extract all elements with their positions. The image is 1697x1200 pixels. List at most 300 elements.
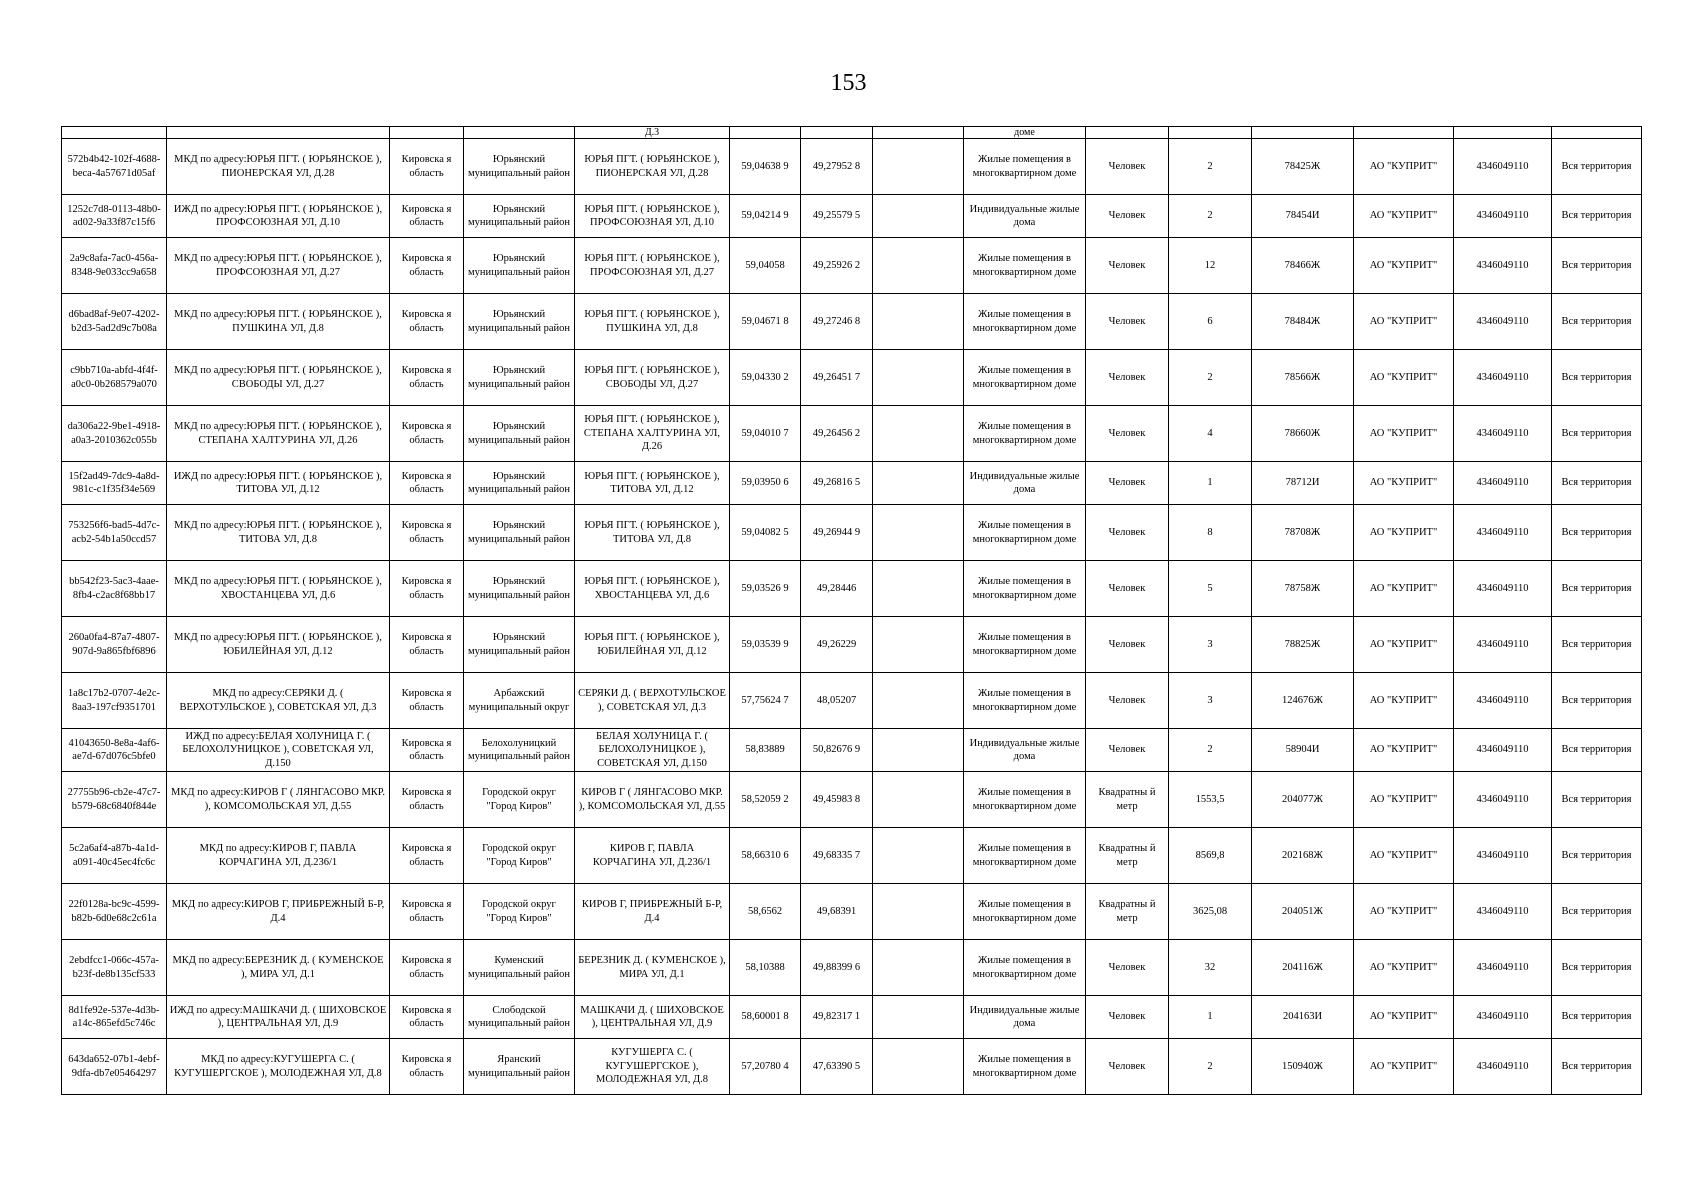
cell-object: ИЖД по адресу:БЕЛАЯ ХОЛУНИЦА Г. ( БЕЛОХОЛУНИЦКОЕ ), СОВЕТСКАЯ УЛ, Д.150 xyxy=(167,729,390,772)
table-row xyxy=(62,195,1642,238)
cell-district: Юрьянский муниципальный район xyxy=(464,406,575,462)
cell-qty: 1 xyxy=(1169,996,1252,1039)
cell-unit: Человек xyxy=(1086,617,1169,673)
cell-code: 78454И xyxy=(1252,195,1354,238)
cell-unit: Человек xyxy=(1086,462,1169,505)
cell-inn: 4346049110 xyxy=(1454,617,1552,673)
cell-unit: Человек xyxy=(1086,505,1169,561)
cell-category: Индивидуальные жилые дома xyxy=(964,195,1086,238)
cell-territory: Вся территория xyxy=(1552,673,1642,729)
cell-qty: 2 xyxy=(1169,139,1252,195)
cell-address: ЮРЬЯ ПГТ. ( ЮРЬЯНСКОЕ ), ХВОСТАНЦЕВА УЛ, Д.6 xyxy=(575,561,730,617)
cell-district: Яранский муниципальный район xyxy=(464,1039,575,1095)
cell-lat: 59,04214 9 xyxy=(730,195,801,238)
cell-code: 78566Ж xyxy=(1252,350,1354,406)
cell-org: АО "КУПРИТ" xyxy=(1354,561,1454,617)
cell-region: Кировска я область xyxy=(390,884,464,940)
cell-uid: 2ebdfcc1-066c-457a-b23f-de8b135cf533 xyxy=(62,940,167,996)
cell-qty: 3 xyxy=(1169,673,1252,729)
cell-qty: 1 xyxy=(1169,462,1252,505)
cell-org: АО "КУПРИТ" xyxy=(1354,772,1454,828)
cell-category: Жилые помещения в многоквартирном доме xyxy=(964,505,1086,561)
cell-empty xyxy=(873,828,964,884)
cell-unit xyxy=(1086,127,1169,139)
cell-category: Жилые помещения в многоквартирном доме xyxy=(964,884,1086,940)
cell-code: 78708Ж xyxy=(1252,505,1354,561)
cell-uid: 22f0128a-bc9c-4599-b82b-6d0e68c2c61a xyxy=(62,884,167,940)
cell-region: Кировска я область xyxy=(390,940,464,996)
cell-empty xyxy=(873,462,964,505)
cell-org: АО "КУПРИТ" xyxy=(1354,673,1454,729)
cell-lon xyxy=(801,127,873,139)
cell-district: Юрьянский муниципальный район xyxy=(464,561,575,617)
cell-qty: 5 xyxy=(1169,561,1252,617)
cell-object: МКД по адресу:ЮРЬЯ ПГТ. ( ЮРЬЯНСКОЕ ), ПУШКИНА УЛ, Д.8 xyxy=(167,294,390,350)
cell-category: Жилые помещения в многоквартирном доме xyxy=(964,1039,1086,1095)
cell-org: АО "КУПРИТ" xyxy=(1354,729,1454,772)
cell-unit: Человек xyxy=(1086,729,1169,772)
cell-lat: 57,20780 4 xyxy=(730,1039,801,1095)
cell-code: 78825Ж xyxy=(1252,617,1354,673)
cell-empty xyxy=(873,238,964,294)
cell-region: Кировска я область xyxy=(390,828,464,884)
cell-lon: 49,28446 xyxy=(801,561,873,617)
cell-org: АО "КУПРИТ" xyxy=(1354,195,1454,238)
cell-org xyxy=(1354,127,1454,139)
table-row xyxy=(62,139,1642,195)
cell-empty xyxy=(873,350,964,406)
cell-code: 58904И xyxy=(1252,729,1354,772)
cell-org: АО "КУПРИТ" xyxy=(1354,350,1454,406)
cell-address: Д.3 xyxy=(575,127,730,139)
cell-unit: Человек xyxy=(1086,294,1169,350)
cell-qty: 6 xyxy=(1169,294,1252,350)
table-row xyxy=(62,350,1642,406)
cell-lon: 49,26944 9 xyxy=(801,505,873,561)
registry-table xyxy=(61,126,1642,1095)
cell-inn: 4346049110 xyxy=(1454,505,1552,561)
cell-object: МКД по адресу:КУГУШЕРГА С. ( КУГУШЕРГСКОЕ ), МОЛОДЕЖНАЯ УЛ, Д.8 xyxy=(167,1039,390,1095)
cell-lat: 59,03950 6 xyxy=(730,462,801,505)
cell-object xyxy=(167,127,390,139)
cell-district: Юрьянский муниципальный район xyxy=(464,294,575,350)
cell-category: Жилые помещения в многоквартирном доме xyxy=(964,940,1086,996)
cell-district: Городской округ "Город Киров" xyxy=(464,828,575,884)
cell-territory: Вся территория xyxy=(1552,617,1642,673)
cell-uid: 15f2ad49-7dc9-4a8d-981c-c1f35f34e569 xyxy=(62,462,167,505)
cell-org: АО "КУПРИТ" xyxy=(1354,139,1454,195)
cell-lon: 49,68391 xyxy=(801,884,873,940)
cell-category: Жилые помещения в многоквартирном доме xyxy=(964,617,1086,673)
cell-inn xyxy=(1454,127,1552,139)
cell-empty xyxy=(873,406,964,462)
cell-inn: 4346049110 xyxy=(1454,294,1552,350)
cell-territory: Вся территория xyxy=(1552,462,1642,505)
cell-inn: 4346049110 xyxy=(1454,828,1552,884)
cell-lon: 49,25926 2 xyxy=(801,238,873,294)
cell-category: Жилые помещения в многоквартирном доме xyxy=(964,772,1086,828)
cell-territory: Вся территория xyxy=(1552,561,1642,617)
cell-inn: 4346049110 xyxy=(1454,996,1552,1039)
cell-inn: 4346049110 xyxy=(1454,139,1552,195)
cell-territory: Вся территория xyxy=(1552,238,1642,294)
cell-code: 78712И xyxy=(1252,462,1354,505)
cell-uid: bb542f23-5ac3-4aae-8fb4-c2ac8f68bb17 xyxy=(62,561,167,617)
cell-category: Индивидуальные жилые дома xyxy=(964,996,1086,1039)
cell-org: АО "КУПРИТ" xyxy=(1354,462,1454,505)
cell-territory: Вся территория xyxy=(1552,195,1642,238)
cell-territory: Вся территория xyxy=(1552,139,1642,195)
cell-code: 124676Ж xyxy=(1252,673,1354,729)
cell-lon: 49,26451 7 xyxy=(801,350,873,406)
cell-lon: 49,26456 2 xyxy=(801,406,873,462)
continuation-row xyxy=(62,127,1642,139)
cell-district: Юрьянский муниципальный район xyxy=(464,505,575,561)
cell-district: Юрьянский муниципальный район xyxy=(464,195,575,238)
cell-unit: Человек xyxy=(1086,1039,1169,1095)
cell-code: 204051Ж xyxy=(1252,884,1354,940)
cell-district: Юрьянский муниципальный район xyxy=(464,617,575,673)
cell-qty: 12 xyxy=(1169,238,1252,294)
cell-address: ЮРЬЯ ПГТ. ( ЮРЬЯНСКОЕ ), СВОБОДЫ УЛ, Д.27 xyxy=(575,350,730,406)
cell-region: Кировска я область xyxy=(390,350,464,406)
cell-address: ЮРЬЯ ПГТ. ( ЮРЬЯНСКОЕ ), ЮБИЛЕЙНАЯ УЛ, Д.12 xyxy=(575,617,730,673)
cell-uid xyxy=(62,127,167,139)
cell-lon: 49,27952 8 xyxy=(801,139,873,195)
cell-uid: 41043650-8e8a-4af6-ae7d-67d076c5bfe0 xyxy=(62,729,167,772)
cell-inn: 4346049110 xyxy=(1454,772,1552,828)
cell-code: 150940Ж xyxy=(1252,1039,1354,1095)
cell-address: КИРОВ Г ( ЛЯНГАСОВО МКР. ), КОМСОМОЛЬСКАЯ УЛ, Д.55 xyxy=(575,772,730,828)
cell-category: Жилые помещения в многоквартирном доме xyxy=(964,828,1086,884)
table-row xyxy=(62,617,1642,673)
cell-empty xyxy=(873,139,964,195)
cell-lat: 59,04082 5 xyxy=(730,505,801,561)
cell-address: МАШКАЧИ Д. ( ШИХОВСКОЕ ), ЦЕНТРАЛЬНАЯ УЛ, Д.9 xyxy=(575,996,730,1039)
cell-district: Слободской муниципальный район xyxy=(464,996,575,1039)
cell-region: Кировска я область xyxy=(390,462,464,505)
cell-uid: da306a22-9be1-4918-a0a3-2010362c055b xyxy=(62,406,167,462)
cell-org: АО "КУПРИТ" xyxy=(1354,1039,1454,1095)
cell-category: Жилые помещения в многоквартирном доме xyxy=(964,673,1086,729)
cell-territory: Вся территория xyxy=(1552,505,1642,561)
cell-inn: 4346049110 xyxy=(1454,884,1552,940)
table-row xyxy=(62,884,1642,940)
cell-address: ЮРЬЯ ПГТ. ( ЮРЬЯНСКОЕ ), ТИТОВА УЛ, Д.12 xyxy=(575,462,730,505)
cell-inn: 4346049110 xyxy=(1454,350,1552,406)
cell-lat: 58,83889 xyxy=(730,729,801,772)
cell-uid: 260a0fa4-87a7-4807-907d-9a865fbf6896 xyxy=(62,617,167,673)
cell-uid: 5c2a6af4-a87b-4a1d-a091-40c45ec4fc6c xyxy=(62,828,167,884)
table-row xyxy=(62,729,1642,772)
cell-region: Кировска я область xyxy=(390,772,464,828)
cell-object: МКД по адресу:ЮРЬЯ ПГТ. ( ЮРЬЯНСКОЕ ), ПРОФСОЮЗНАЯ УЛ, Д.27 xyxy=(167,238,390,294)
cell-lon: 49,68335 7 xyxy=(801,828,873,884)
cell-category: Индивидуальные жилые дома xyxy=(964,462,1086,505)
cell-district: Городской округ "Город Киров" xyxy=(464,884,575,940)
table-row xyxy=(62,1039,1642,1095)
cell-district: Арбажский муниципальный округ xyxy=(464,673,575,729)
cell-lat: 58,52059 2 xyxy=(730,772,801,828)
cell-territory: Вся территория xyxy=(1552,294,1642,350)
table-row xyxy=(62,561,1642,617)
cell-region: Кировска я область xyxy=(390,294,464,350)
cell-district: Юрьянский муниципальный район xyxy=(464,238,575,294)
cell-lat: 59,04671 8 xyxy=(730,294,801,350)
cell-category: Жилые помещения в многоквартирном доме xyxy=(964,139,1086,195)
cell-object: МКД по адресу:СЕРЯКИ Д. ( ВЕРХОТУЛЬСКОЕ ), СОВЕТСКАЯ УЛ, Д.3 xyxy=(167,673,390,729)
cell-unit: Человек xyxy=(1086,561,1169,617)
cell-region: Кировска я область xyxy=(390,1039,464,1095)
cell-qty: 2 xyxy=(1169,1039,1252,1095)
cell-lat: 59,04058 xyxy=(730,238,801,294)
cell-qty: 2 xyxy=(1169,350,1252,406)
table-row xyxy=(62,462,1642,505)
cell-lat: 58,6562 xyxy=(730,884,801,940)
cell-org: АО "КУПРИТ" xyxy=(1354,294,1454,350)
cell-territory: Вся территория xyxy=(1552,1039,1642,1095)
cell-region: Кировска я область xyxy=(390,561,464,617)
cell-inn: 4346049110 xyxy=(1454,729,1552,772)
cell-lat: 59,04638 9 xyxy=(730,139,801,195)
cell-org: АО "КУПРИТ" xyxy=(1354,996,1454,1039)
cell-inn: 4346049110 xyxy=(1454,406,1552,462)
cell-region: Кировска я область xyxy=(390,673,464,729)
table-row xyxy=(62,996,1642,1039)
cell-lat xyxy=(730,127,801,139)
cell-org: АО "КУПРИТ" xyxy=(1354,828,1454,884)
cell-org: АО "КУПРИТ" xyxy=(1354,505,1454,561)
cell-empty xyxy=(873,673,964,729)
cell-lon: 49,26816 5 xyxy=(801,462,873,505)
table-row xyxy=(62,406,1642,462)
cell-territory xyxy=(1552,127,1642,139)
cell-object: МКД по адресу:КИРОВ Г, ПРИБРЕЖНЫЙ Б-Р, Д.4 xyxy=(167,884,390,940)
cell-region: Кировска я область xyxy=(390,406,464,462)
cell-region: Кировска я область xyxy=(390,238,464,294)
cell-lon: 49,82317 1 xyxy=(801,996,873,1039)
cell-lon: 49,45983 8 xyxy=(801,772,873,828)
cell-unit: Квадратны й метр xyxy=(1086,772,1169,828)
cell-unit: Человек xyxy=(1086,195,1169,238)
cell-object: ИЖД по адресу:МАШКАЧИ Д. ( ШИХОВСКОЕ ), ЦЕНТРАЛЬНАЯ УЛ, Д.9 xyxy=(167,996,390,1039)
cell-district: Куменский муниципальный район xyxy=(464,940,575,996)
cell-region: Кировска я область xyxy=(390,617,464,673)
cell-category: доме xyxy=(964,127,1086,139)
cell-uid: 572b4b42-102f-4688-beca-4a57671d05af xyxy=(62,139,167,195)
cell-qty: 8569,8 xyxy=(1169,828,1252,884)
cell-address: ЮРЬЯ ПГТ. ( ЮРЬЯНСКОЕ ), ПРОФСОЮЗНАЯ УЛ, Д.10 xyxy=(575,195,730,238)
cell-code: 78466Ж xyxy=(1252,238,1354,294)
cell-district: Юрьянский муниципальный район xyxy=(464,139,575,195)
cell-qty: 1553,5 xyxy=(1169,772,1252,828)
cell-lon: 48,05207 xyxy=(801,673,873,729)
cell-empty xyxy=(873,772,964,828)
cell-empty xyxy=(873,195,964,238)
cell-empty xyxy=(873,996,964,1039)
cell-territory: Вся территория xyxy=(1552,884,1642,940)
cell-unit: Квадратны й метр xyxy=(1086,828,1169,884)
cell-category: Жилые помещения в многоквартирном доме xyxy=(964,561,1086,617)
cell-lat: 59,03526 9 xyxy=(730,561,801,617)
cell-qty: 2 xyxy=(1169,195,1252,238)
cell-lon: 50,82676 9 xyxy=(801,729,873,772)
cell-lat: 59,03539 9 xyxy=(730,617,801,673)
cell-region: Кировска я область xyxy=(390,505,464,561)
cell-uid: c9bb710a-abfd-4f4f-a0c0-0b268579a070 xyxy=(62,350,167,406)
cell-empty xyxy=(873,127,964,139)
cell-qty: 8 xyxy=(1169,505,1252,561)
cell-category: Жилые помещения в многоквартирном доме xyxy=(964,406,1086,462)
cell-address: ЮРЬЯ ПГТ. ( ЮРЬЯНСКОЕ ), ПРОФСОЮЗНАЯ УЛ, Д.27 xyxy=(575,238,730,294)
cell-empty xyxy=(873,940,964,996)
cell-district: Юрьянский муниципальный район xyxy=(464,462,575,505)
cell-lon: 49,26229 xyxy=(801,617,873,673)
cell-qty: 32 xyxy=(1169,940,1252,996)
cell-empty xyxy=(873,884,964,940)
cell-uid: 2a9c8afa-7ac0-456a-8348-9e033cc9a658 xyxy=(62,238,167,294)
table-row xyxy=(62,828,1642,884)
cell-object: ИЖД по адресу:ЮРЬЯ ПГТ. ( ЮРЬЯНСКОЕ ), ТИТОВА УЛ, Д.12 xyxy=(167,462,390,505)
cell-address: ЮРЬЯ ПГТ. ( ЮРЬЯНСКОЕ ), ТИТОВА УЛ, Д.8 xyxy=(575,505,730,561)
cell-qty: 3625,08 xyxy=(1169,884,1252,940)
cell-inn: 4346049110 xyxy=(1454,462,1552,505)
cell-org: АО "КУПРИТ" xyxy=(1354,617,1454,673)
cell-qty: 2 xyxy=(1169,729,1252,772)
cell-inn: 4346049110 xyxy=(1454,195,1552,238)
cell-inn: 4346049110 xyxy=(1454,1039,1552,1095)
cell-category: Жилые помещения в многоквартирном доме xyxy=(964,294,1086,350)
cell-territory: Вся территория xyxy=(1552,828,1642,884)
cell-address: КИРОВ Г, ПАВЛА КОРЧАГИНА УЛ, Д.236/1 xyxy=(575,828,730,884)
cell-lon: 49,88399 6 xyxy=(801,940,873,996)
cell-code: 78425Ж xyxy=(1252,139,1354,195)
cell-code: 204116Ж xyxy=(1252,940,1354,996)
cell-district: Городской округ "Город Киров" xyxy=(464,772,575,828)
cell-address: СЕРЯКИ Д. ( ВЕРХОТУЛЬСКОЕ ), СОВЕТСКАЯ УЛ, Д.3 xyxy=(575,673,730,729)
table-row xyxy=(62,294,1642,350)
cell-empty xyxy=(873,1039,964,1095)
cell-object: ИЖД по адресу:ЮРЬЯ ПГТ. ( ЮРЬЯНСКОЕ ), ПРОФСОЮЗНАЯ УЛ, Д.10 xyxy=(167,195,390,238)
cell-unit: Человек xyxy=(1086,406,1169,462)
cell-address: БЕРЕЗНИК Д. ( КУМЕНСКОЕ ), МИРА УЛ, Д.1 xyxy=(575,940,730,996)
cell-unit: Человек xyxy=(1086,350,1169,406)
cell-territory: Вся территория xyxy=(1552,940,1642,996)
cell-org: АО "КУПРИТ" xyxy=(1354,940,1454,996)
cell-category: Жилые помещения в многоквартирном доме xyxy=(964,238,1086,294)
cell-region: Кировска я область xyxy=(390,195,464,238)
cell-unit: Человек xyxy=(1086,139,1169,195)
table-row xyxy=(62,772,1642,828)
cell-code: 78660Ж xyxy=(1252,406,1354,462)
cell-region: Кировска я область xyxy=(390,729,464,772)
cell-territory: Вся территория xyxy=(1552,350,1642,406)
cell-lat: 57,75624 7 xyxy=(730,673,801,729)
cell-category: Индивидуальные жилые дома xyxy=(964,729,1086,772)
cell-qty: 3 xyxy=(1169,617,1252,673)
cell-empty xyxy=(873,561,964,617)
cell-unit: Квадратны й метр xyxy=(1086,884,1169,940)
cell-code: 204163И xyxy=(1252,996,1354,1039)
cell-uid: d6bad8af-9e07-4202-b2d3-5ad2d9c7b08a xyxy=(62,294,167,350)
table-row xyxy=(62,673,1642,729)
cell-empty xyxy=(873,505,964,561)
cell-lon: 49,27246 8 xyxy=(801,294,873,350)
cell-object: МКД по адресу:ЮРЬЯ ПГТ. ( ЮРЬЯНСКОЕ ), СВОБОДЫ УЛ, Д.27 xyxy=(167,350,390,406)
cell-uid: 1a8c17b2-0707-4e2c-8aa3-197cf9351701 xyxy=(62,673,167,729)
cell-lat: 59,04010 7 xyxy=(730,406,801,462)
cell-object: МКД по адресу:КИРОВ Г, ПАВЛА КОРЧАГИНА УЛ, Д.236/1 xyxy=(167,828,390,884)
cell-object: МКД по адресу:КИРОВ Г ( ЛЯНГАСОВО МКР. ), КОМСОМОЛЬСКАЯ УЛ, Д.55 xyxy=(167,772,390,828)
cell-org: АО "КУПРИТ" xyxy=(1354,406,1454,462)
cell-region xyxy=(390,127,464,139)
cell-empty xyxy=(873,729,964,772)
cell-lat: 58,66310 6 xyxy=(730,828,801,884)
cell-object: МКД по адресу:ЮРЬЯ ПГТ. ( ЮРЬЯНСКОЕ ), ТИТОВА УЛ, Д.8 xyxy=(167,505,390,561)
cell-uid: 1252c7d8-0113-48b0-ad02-9a33f87c15f6 xyxy=(62,195,167,238)
cell-address: КИРОВ Г, ПРИБРЕЖНЫЙ Б-Р, Д.4 xyxy=(575,884,730,940)
cell-uid: 753256f6-bad5-4d7c-acb2-54b1a50ccd57 xyxy=(62,505,167,561)
cell-code: 202168Ж xyxy=(1252,828,1354,884)
cell-region: Кировска я область xyxy=(390,139,464,195)
cell-lat: 58,10388 xyxy=(730,940,801,996)
cell-object: МКД по адресу:ЮРЬЯ ПГТ. ( ЮРЬЯНСКОЕ ), ПИОНЕРСКАЯ УЛ, Д.28 xyxy=(167,139,390,195)
cell-org: АО "КУПРИТ" xyxy=(1354,238,1454,294)
cell-district: Белохолуницкий муниципальный район xyxy=(464,729,575,772)
cell-code: 78758Ж xyxy=(1252,561,1354,617)
cell-inn: 4346049110 xyxy=(1454,673,1552,729)
table-row xyxy=(62,505,1642,561)
cell-address: ЮРЬЯ ПГТ. ( ЮРЬЯНСКОЕ ), ПИОНЕРСКАЯ УЛ, Д.28 xyxy=(575,139,730,195)
cell-code: 78484Ж xyxy=(1252,294,1354,350)
cell-object: МКД по адресу:ЮРЬЯ ПГТ. ( ЮРЬЯНСКОЕ ), СТЕПАНА ХАЛТУРИНА УЛ, Д.26 xyxy=(167,406,390,462)
table-row xyxy=(62,238,1642,294)
cell-lat: 58,60001 8 xyxy=(730,996,801,1039)
cell-category: Жилые помещения в многоквартирном доме xyxy=(964,350,1086,406)
cell-empty xyxy=(873,617,964,673)
cell-qty: 4 xyxy=(1169,406,1252,462)
cell-address: ЮРЬЯ ПГТ. ( ЮРЬЯНСКОЕ ), ПУШКИНА УЛ, Д.8 xyxy=(575,294,730,350)
table-row xyxy=(62,940,1642,996)
cell-region: Кировска я область xyxy=(390,996,464,1039)
cell-code: 204077Ж xyxy=(1252,772,1354,828)
cell-territory: Вся территория xyxy=(1552,996,1642,1039)
cell-territory: Вся территория xyxy=(1552,772,1642,828)
cell-empty xyxy=(873,294,964,350)
cell-unit: Человек xyxy=(1086,238,1169,294)
cell-unit: Человек xyxy=(1086,940,1169,996)
cell-uid: 27755b96-cb2e-47c7-b579-68c6840f844e xyxy=(62,772,167,828)
cell-lon: 49,25579 5 xyxy=(801,195,873,238)
cell-territory: Вся территория xyxy=(1552,406,1642,462)
cell-territory: Вся территория xyxy=(1552,729,1642,772)
cell-address: ЮРЬЯ ПГТ. ( ЮРЬЯНСКОЕ ), СТЕПАНА ХАЛТУРИНА УЛ, Д.26 xyxy=(575,406,730,462)
cell-uid: 8d1fe92e-537e-4d3b-a14c-865efd5c746c xyxy=(62,996,167,1039)
cell-object: МКД по адресу:ЮРЬЯ ПГТ. ( ЮРЬЯНСКОЕ ), ХВОСТАНЦЕВА УЛ, Д.6 xyxy=(167,561,390,617)
cell-district xyxy=(464,127,575,139)
cell-unit: Человек xyxy=(1086,996,1169,1039)
cell-org: АО "КУПРИТ" xyxy=(1354,884,1454,940)
cell-uid: 643da652-07b1-4ebf-9dfa-db7e05464297 xyxy=(62,1039,167,1095)
cell-inn: 4346049110 xyxy=(1454,940,1552,996)
cell-unit: Человек xyxy=(1086,673,1169,729)
cell-address: КУГУШЕРГА С. ( КУГУШЕРГСКОЕ ), МОЛОДЕЖНАЯ УЛ, Д.8 xyxy=(575,1039,730,1095)
cell-lon: 47,63390 5 xyxy=(801,1039,873,1095)
cell-code xyxy=(1252,127,1354,139)
cell-address: БЕЛАЯ ХОЛУНИЦА Г. ( БЕЛОХОЛУНИЦКОЕ ), СОВЕТСКАЯ УЛ, Д.150 xyxy=(575,729,730,772)
cell-inn: 4346049110 xyxy=(1454,238,1552,294)
cell-inn: 4346049110 xyxy=(1454,561,1552,617)
